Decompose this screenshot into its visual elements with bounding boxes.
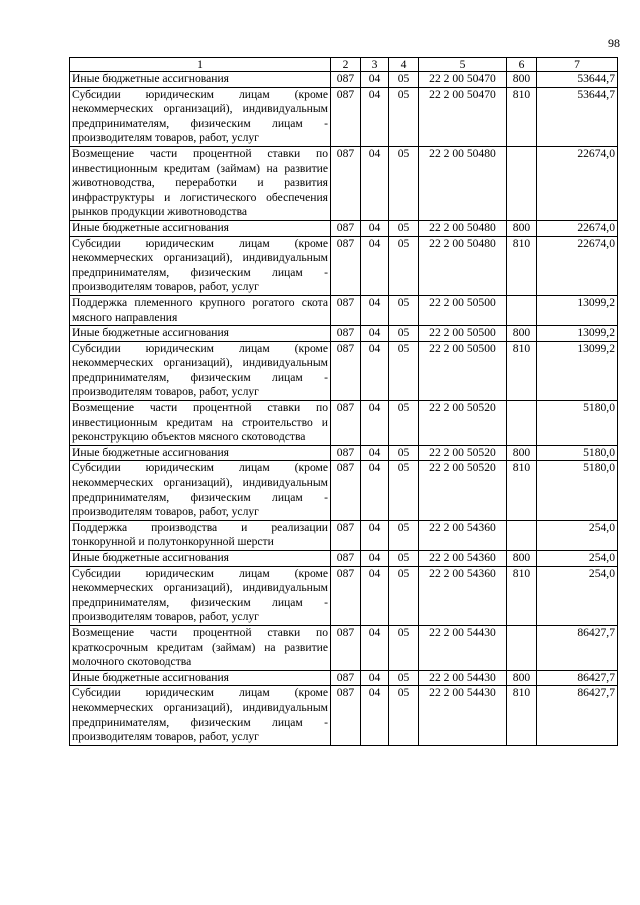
section-cell: 04 [361, 401, 389, 446]
amount-cell: 254,0 [537, 520, 618, 550]
expense-type-cell: 800 [507, 220, 537, 236]
table-row [70, 341, 618, 400]
table-row [70, 401, 618, 446]
expense-type-cell: 810 [507, 236, 537, 295]
subsection-cell: 05 [389, 461, 419, 520]
subsection-cell: 05 [389, 551, 419, 567]
table-row [70, 520, 618, 550]
table-row [70, 326, 618, 342]
subsection-cell: 05 [389, 670, 419, 686]
expense-type-cell [507, 625, 537, 670]
row-name-cell: Субсидии юридическим лицам (кроме некоммерческих организаций), индивидуальным предпринимателям, физическим лицам - производителям товаров, работ, услуг [70, 87, 331, 146]
ministry-code-cell: 087 [331, 220, 361, 236]
target-article-cell: 22 2 00 50520 [419, 445, 507, 461]
table-row [70, 236, 618, 295]
table-row [70, 461, 618, 520]
row-name-cell: Поддержка племенного крупного рогатого скота мясного направления [70, 295, 331, 325]
ministry-code-cell: 087 [331, 87, 361, 146]
row-name-cell: Субсидии юридическим лицам (кроме некоммерческих организаций), индивидуальным предпринимателям, физическим лицам - производителям товаров, работ, услуг [70, 236, 331, 295]
ministry-code-cell: 087 [331, 236, 361, 295]
target-article-cell: 22 2 00 54360 [419, 566, 507, 625]
ministry-code-cell: 087 [331, 445, 361, 461]
ministry-code-cell: 087 [331, 686, 361, 745]
amount-cell: 22674,0 [537, 220, 618, 236]
expense-type-cell: 800 [507, 670, 537, 686]
table-row [70, 686, 618, 745]
row-name-cell: Субсидии юридическим лицам (кроме некоммерческих организаций), индивидуальным предпринимателям, физическим лицам - производителям товаров, работ, услуг [70, 686, 331, 745]
expense-type-cell [507, 146, 537, 220]
amount-cell: 254,0 [537, 566, 618, 625]
table-row [70, 445, 618, 461]
section-cell: 04 [361, 220, 389, 236]
expense-type-cell: 800 [507, 445, 537, 461]
amount-cell: 13099,2 [537, 295, 618, 325]
amount-cell: 86427,7 [537, 670, 618, 686]
section-cell: 04 [361, 146, 389, 220]
target-article-cell: 22 2 00 50500 [419, 326, 507, 342]
ministry-code-cell: 087 [331, 625, 361, 670]
ministry-code-cell: 087 [331, 341, 361, 400]
subsection-cell: 05 [389, 146, 419, 220]
page-number: 98 [608, 36, 620, 50]
ministry-code-cell: 087 [331, 401, 361, 446]
row-name-cell: Иные бюджетные ассигнования [70, 445, 331, 461]
target-article-cell: 22 2 00 54430 [419, 625, 507, 670]
target-article-cell: 22 2 00 50480 [419, 146, 507, 220]
target-article-cell: 22 2 00 50470 [419, 72, 507, 88]
table-row [70, 72, 618, 88]
expense-type-cell [507, 295, 537, 325]
expense-type-cell: 810 [507, 461, 537, 520]
section-cell: 04 [361, 551, 389, 567]
table-row [70, 87, 618, 146]
subsection-cell: 05 [389, 87, 419, 146]
section-cell: 04 [361, 295, 389, 325]
section-cell: 04 [361, 670, 389, 686]
subsection-cell: 05 [389, 566, 419, 625]
target-article-cell: 22 2 00 54360 [419, 551, 507, 567]
ministry-code-cell: 087 [331, 295, 361, 325]
ministry-code-cell: 087 [331, 461, 361, 520]
header-cell: 6 [507, 58, 537, 72]
header-cell: 4 [389, 58, 419, 72]
table-row [70, 625, 618, 670]
amount-cell: 13099,2 [537, 326, 618, 342]
table-header-row [70, 58, 618, 72]
expense-type-cell: 800 [507, 551, 537, 567]
target-article-cell: 22 2 00 50520 [419, 461, 507, 520]
budget-table [69, 57, 618, 746]
row-name-cell: Возмещение части процентной ставки по краткосрочным кредитам (займам) на развитие молочного скотоводства [70, 625, 331, 670]
amount-cell: 53644,7 [537, 87, 618, 146]
table-row [70, 146, 618, 220]
row-name-cell: Иные бюджетные ассигнования [70, 220, 331, 236]
row-name-cell: Иные бюджетные ассигнования [70, 670, 331, 686]
row-name-cell: Возмещение части процентной ставки по инвестиционным кредитам на строительство и реконструкцию объектов мясного скотоводства [70, 401, 331, 446]
subsection-cell: 05 [389, 326, 419, 342]
target-article-cell: 22 2 00 50500 [419, 295, 507, 325]
ministry-code-cell: 087 [331, 551, 361, 567]
amount-cell: 86427,7 [537, 625, 618, 670]
ministry-code-cell: 087 [331, 146, 361, 220]
table-row [70, 220, 618, 236]
amount-cell: 22674,0 [537, 146, 618, 220]
header-cell: 2 [331, 58, 361, 72]
expense-type-cell: 810 [507, 566, 537, 625]
section-cell: 04 [361, 341, 389, 400]
ministry-code-cell: 087 [331, 566, 361, 625]
table-row [70, 670, 618, 686]
section-cell: 04 [361, 461, 389, 520]
subsection-cell: 05 [389, 72, 419, 88]
target-article-cell: 22 2 00 50480 [419, 220, 507, 236]
subsection-cell: 05 [389, 445, 419, 461]
section-cell: 04 [361, 326, 389, 342]
ministry-code-cell: 087 [331, 72, 361, 88]
table-row [70, 551, 618, 567]
header-cell: 7 [537, 58, 618, 72]
section-cell: 04 [361, 87, 389, 146]
section-cell: 04 [361, 686, 389, 745]
row-name-cell: Возмещение части процентной ставки по инвестиционным кредитам (займам) на развитие животноводства, переработки и развития инфраструктуры и логистического обеспечения рынков продукции животноводства [70, 146, 331, 220]
target-article-cell: 22 2 00 54430 [419, 670, 507, 686]
amount-cell: 5180,0 [537, 401, 618, 446]
section-cell: 04 [361, 236, 389, 295]
ministry-code-cell: 087 [331, 326, 361, 342]
row-name-cell: Субсидии юридическим лицам (кроме некоммерческих организаций), индивидуальным предпринимателям, физическим лицам - производителям товаров, работ, услуг [70, 341, 331, 400]
amount-cell: 5180,0 [537, 445, 618, 461]
row-name-cell: Иные бюджетные ассигнования [70, 551, 331, 567]
section-cell: 04 [361, 72, 389, 88]
row-name-cell: Иные бюджетные ассигнования [70, 326, 331, 342]
row-name-cell: Субсидии юридическим лицам (кроме некоммерческих организаций), индивидуальным предпринимателям, физическим лицам - производителям товаров, работ, услуг [70, 566, 331, 625]
amount-cell: 86427,7 [537, 686, 618, 745]
expense-type-cell: 810 [507, 341, 537, 400]
section-cell: 04 [361, 625, 389, 670]
expense-type-cell: 810 [507, 87, 537, 146]
expense-type-cell: 800 [507, 72, 537, 88]
section-cell: 04 [361, 520, 389, 550]
subsection-cell: 05 [389, 220, 419, 236]
target-article-cell: 22 2 00 54360 [419, 520, 507, 550]
header-cell: 3 [361, 58, 389, 72]
subsection-cell: 05 [389, 520, 419, 550]
target-article-cell: 22 2 00 50520 [419, 401, 507, 446]
header-cell: 1 [70, 58, 331, 72]
target-article-cell: 22 2 00 54430 [419, 686, 507, 745]
row-name-cell: Иные бюджетные ассигнования [70, 72, 331, 88]
subsection-cell: 05 [389, 295, 419, 325]
expense-type-cell: 810 [507, 686, 537, 745]
expense-type-cell [507, 520, 537, 550]
subsection-cell: 05 [389, 686, 419, 745]
amount-cell: 22674,0 [537, 236, 618, 295]
target-article-cell: 22 2 00 50500 [419, 341, 507, 400]
target-article-cell: 22 2 00 50470 [419, 87, 507, 146]
amount-cell: 254,0 [537, 551, 618, 567]
subsection-cell: 05 [389, 401, 419, 446]
amount-cell: 13099,2 [537, 341, 618, 400]
section-cell: 04 [361, 445, 389, 461]
row-name-cell: Поддержка производства и реализации тонкорунной и полутонкорунной шерсти [70, 520, 331, 550]
subsection-cell: 05 [389, 341, 419, 400]
section-cell: 04 [361, 566, 389, 625]
table-row [70, 566, 618, 625]
expense-type-cell [507, 401, 537, 446]
row-name-cell: Субсидии юридическим лицам (кроме некоммерческих организаций), индивидуальным предпринимателям, физическим лицам - производителям товаров, работ, услуг [70, 461, 331, 520]
expense-type-cell: 800 [507, 326, 537, 342]
amount-cell: 5180,0 [537, 461, 618, 520]
target-article-cell: 22 2 00 50480 [419, 236, 507, 295]
amount-cell: 53644,7 [537, 72, 618, 88]
table-body [70, 58, 618, 746]
ministry-code-cell: 087 [331, 670, 361, 686]
subsection-cell: 05 [389, 625, 419, 670]
ministry-code-cell: 087 [331, 520, 361, 550]
header-cell: 5 [419, 58, 507, 72]
subsection-cell: 05 [389, 236, 419, 295]
table-row [70, 295, 618, 325]
